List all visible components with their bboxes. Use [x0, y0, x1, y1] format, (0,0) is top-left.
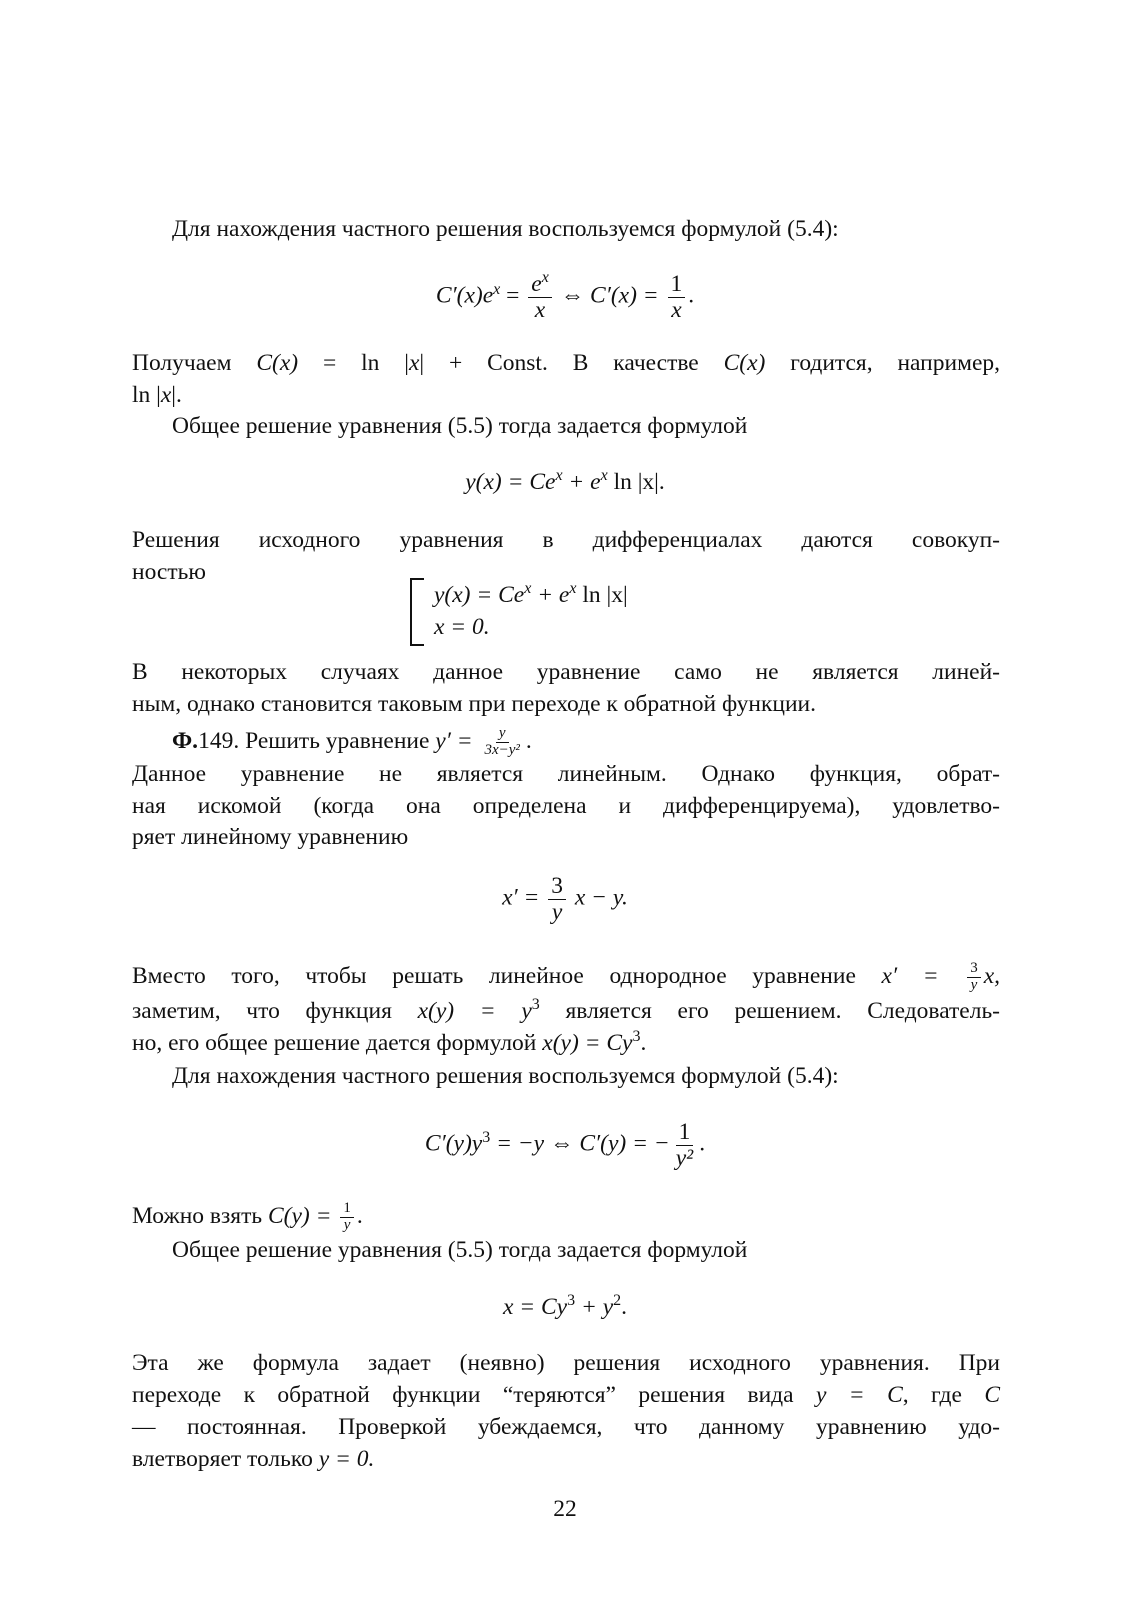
text: |. [171, 382, 182, 408]
paragraph-can-take: Можно взять C(y) = $\frac{1}{y}$ . [132, 1200, 363, 1234]
system-line1: $y(x) = Ce^x + e^x$ ln |x| [434, 580, 628, 608]
math-num: 1 [340, 1201, 354, 1218]
fraction [673, 1120, 696, 1170]
paragraph-general-solution-2 [172, 1235, 747, 1265]
text: Данное уравнение не является линейным. Однако функция, обрат- [132, 761, 1000, 787]
math: x = 0. [434, 614, 490, 640]
math-sup: x [493, 280, 501, 298]
math: C′(y)y [424, 1130, 483, 1157]
paragraph-implicit-line2 [132, 1380, 1000, 1410]
math: C(y) = [267, 1203, 338, 1229]
math-num: e [531, 271, 542, 297]
text: заметим, что функция [132, 998, 392, 1024]
text: ная искомой (когда она определена и дифференцируема), удовлетво- [132, 793, 1000, 819]
fraction [340, 1201, 354, 1234]
paragraph-general-solution [172, 411, 747, 441]
fraction [528, 269, 552, 323]
math-sup: x [541, 269, 549, 287]
math: x [408, 350, 420, 376]
text: годится, например, [790, 350, 1000, 376]
math: ln |x| [576, 582, 628, 608]
equation-x-prime [0, 874, 1130, 924]
text: Можно взять [132, 1203, 263, 1229]
fraction [481, 726, 522, 759]
paragraph-particular-solution [172, 214, 839, 244]
math: = [500, 282, 526, 309]
math: C(x) [723, 350, 766, 376]
math: x(y) = y [417, 998, 532, 1024]
text: Получаем [132, 350, 232, 376]
system-bracket [410, 578, 424, 646]
text: Решить уравнение [245, 728, 430, 754]
fraction [548, 874, 566, 924]
math: C′(x)e [435, 282, 494, 309]
paragraph-solutions-line2 [132, 557, 206, 587]
text: Для нахождения частного решения воспользуемся формулой (5.4): [172, 216, 839, 242]
text: является его решением. Следователь- [565, 998, 1001, 1024]
math-num: 1 [676, 1120, 694, 1146]
paragraph-result-line1 [132, 348, 1000, 378]
math: = −y ⇔ C′(y) = − [490, 1130, 670, 1157]
paragraph-particular-solution-2 [172, 1061, 839, 1091]
paragraph-instead-line1 [132, 961, 1000, 994]
paragraph-not-linear-line3 [132, 822, 408, 852]
math: ⇔ C′(x) = [554, 282, 665, 309]
math-sup: 3 [567, 1292, 576, 1310]
paragraph-inverse-line2 [132, 689, 816, 719]
math: x [160, 382, 172, 408]
page-number: 22 [553, 1496, 577, 1522]
paragraph-instead-line2 [132, 996, 1000, 1026]
text: ным, однако становится таковым при переходе к обратной функции. [132, 691, 817, 717]
math-sup: 3 [531, 996, 540, 1014]
equation-y-general: $y(x) = Ce^x + e^x$ ln |x|. [465, 467, 665, 495]
exercise-149: Ф.149. Решить уравнение y′ = $\frac{y}{\text{3x−y²}}$ . [172, 725, 532, 759]
paragraph-not-linear-line2 [132, 791, 1000, 821]
text: Решения исходного уравнения в дифференциалах даются совокуп- [132, 527, 1000, 553]
fraction [967, 961, 981, 994]
math: x(y) = Cy [542, 1030, 633, 1056]
text: Вместо того, чтобы решать линейное однородное уравнение [132, 963, 856, 989]
math-den: x [671, 296, 682, 323]
equation-x-cy3: $x = Cy^3 + y^2$. [502, 1292, 628, 1320]
math-den: x [534, 296, 546, 323]
math-num: 3 [967, 961, 981, 978]
math: x − y. [569, 884, 628, 911]
math: + e [531, 582, 570, 608]
paragraph-not-linear-line1 [132, 759, 1000, 789]
exercise-label: Ф. [172, 728, 199, 754]
math: x = Cy [502, 1294, 568, 1320]
text: ряет линейному уравнению [132, 824, 409, 850]
math-den: 3x−y² [484, 742, 520, 759]
math-den: y [343, 1217, 351, 1234]
math-den: y² [675, 1144, 694, 1171]
text: но, его общее решение дается формулой [132, 1030, 537, 1056]
math-den: y [970, 977, 978, 994]
math: C(x) [256, 350, 299, 376]
text: В некоторых случаях данное уравнение само не является линей- [132, 659, 1000, 685]
text: Для нахождения частного решения воспользуемся формулой (5.4): [172, 1063, 839, 1089]
text: переходе к обратной функции “теряются” решения вида [132, 1382, 794, 1408]
text: — постоянная. Проверкой убеждаемся, что данному уравнению удо- [132, 1414, 1000, 1440]
math-den: y [551, 898, 563, 925]
math-sup: 2 [613, 1292, 622, 1310]
math: y = C [815, 1382, 903, 1408]
text: Эта же формула задает (неявно) решения исходного уравнения. При [132, 1350, 1000, 1376]
math: + e [562, 469, 601, 495]
math-sup: 3 [632, 1028, 641, 1046]
equation-c-prime-x: $C'(x)e^x$ = $\frac{e^x}{x}$ ⇔ C′(x) = $\frac{1}{x}$ . [435, 269, 695, 323]
text: | + Const. В качестве [419, 350, 699, 376]
paragraph-inverse-line1 [132, 657, 1000, 687]
equation-c-prime-y: $C'(y)y^3 = -y$ ⇔ C′(y) = − $\frac{1}{\text{y²}}$ . [424, 1119, 706, 1171]
text: ностью [132, 559, 206, 585]
math: x′ = [881, 963, 965, 989]
math-num: 1 [668, 272, 686, 298]
exercise-number: 149. [198, 728, 240, 754]
math: ln |x|. [607, 469, 665, 495]
math: + y [575, 1294, 614, 1320]
math: C [984, 1382, 1001, 1408]
math: x′ = [502, 884, 546, 911]
text: , где [902, 1382, 962, 1408]
text: = ln | [322, 350, 409, 376]
math: x, [983, 963, 1000, 989]
paragraph-solutions-line1 [132, 525, 1000, 555]
text: Общее решение уравнения (5.5) тогда задается формулой [172, 413, 748, 439]
math: y = 0. [318, 1446, 375, 1472]
math: y′ = [435, 728, 479, 754]
math: y(x) = Ce [465, 469, 556, 495]
paragraph-implicit-line3 [132, 1412, 1000, 1442]
math: y(x) = Ce [434, 582, 525, 608]
paragraph-implicit-line4 [132, 1444, 374, 1474]
paragraph-instead-line3: но, его общее решение дается формулой $x(y) = Cy^3$. [132, 1028, 647, 1056]
system-line2 [434, 612, 490, 642]
paragraph-implicit-line1 [132, 1348, 1000, 1378]
paragraph-result-line2 [132, 380, 182, 410]
text: влетворяет только [132, 1446, 313, 1472]
fraction [668, 272, 686, 322]
text: Общее решение уравнения (5.5) тогда задается формулой [172, 1237, 748, 1263]
math-sup: 3 [482, 1128, 491, 1146]
math-num: y [496, 726, 509, 743]
text: ln | [132, 382, 161, 408]
math-num: 3 [548, 874, 566, 900]
